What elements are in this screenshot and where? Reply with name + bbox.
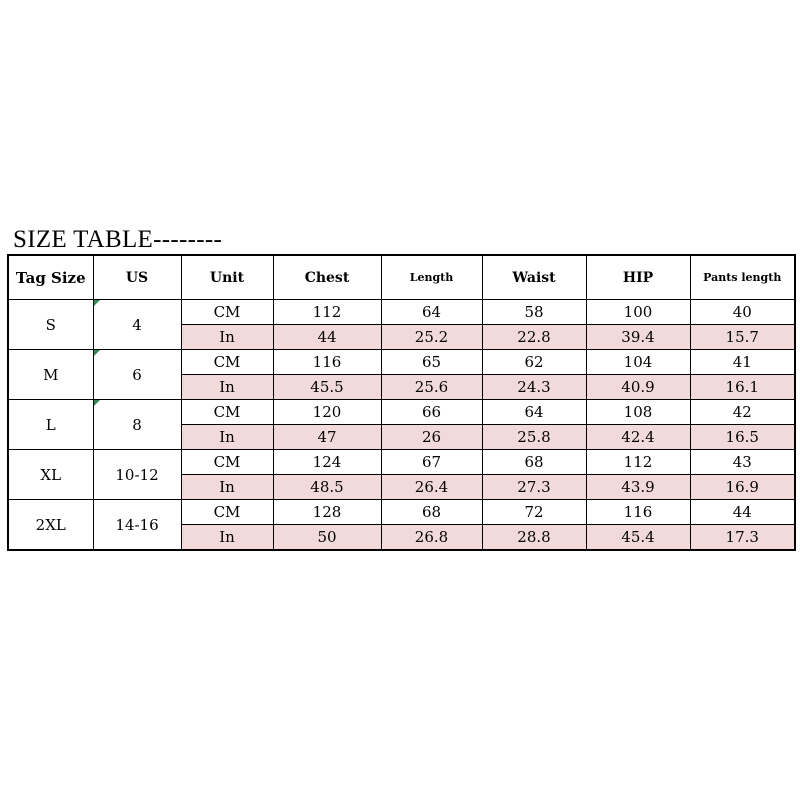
unit-cell: In: [181, 325, 273, 350]
us-size-cell: [93, 300, 181, 350]
waist-value-cell: 72: [482, 500, 586, 525]
length-value-cell: 65: [381, 350, 482, 375]
length-value-cell: 26.8: [381, 525, 482, 551]
corner-marker-icon: [94, 300, 100, 306]
unit-cell: CM: [181, 450, 273, 475]
waist-value-cell: 27.3: [482, 475, 586, 500]
header-tag-size: Tag Size: [8, 255, 93, 300]
us-size-value: 14-16: [115, 515, 159, 534]
unit-cell: In: [181, 525, 273, 551]
chest-value-cell: 124: [273, 450, 381, 475]
pants-value-cell: 43: [690, 450, 795, 475]
length-value-cell: 26.4: [381, 475, 482, 500]
hip-value-cell: 39.4: [586, 325, 690, 350]
header-hip: HIP: [586, 255, 690, 300]
chest-value-cell: 116: [273, 350, 381, 375]
unit-cell: CM: [181, 300, 273, 325]
corner-marker-icon: [94, 350, 100, 356]
unit-cell: CM: [181, 500, 273, 525]
chest-value-cell: 45.5: [273, 375, 381, 400]
chest-value-cell: 44: [273, 325, 381, 350]
pants-value-cell: 16.1: [690, 375, 795, 400]
waist-value-cell: 64: [482, 400, 586, 425]
waist-value-cell: 24.3: [482, 375, 586, 400]
header-chest: Chest: [273, 255, 381, 300]
chest-value-cell: 128: [273, 500, 381, 525]
us-size-cell: [93, 350, 181, 400]
header-row: [8, 255, 795, 300]
hip-value-cell: 45.4: [586, 525, 690, 551]
header-pants-length: Pants length: [690, 255, 795, 300]
pants-value-cell: 16.9: [690, 475, 795, 500]
table-row: [8, 500, 795, 525]
tag-size-cell: M: [8, 350, 93, 400]
length-value-cell: 66: [381, 400, 482, 425]
length-value-cell: 25.2: [381, 325, 482, 350]
chest-value-cell: 50: [273, 525, 381, 551]
waist-value-cell: 28.8: [482, 525, 586, 551]
header-waist: Waist: [482, 255, 586, 300]
hip-value-cell: 112: [586, 450, 690, 475]
length-value-cell: 68: [381, 500, 482, 525]
tag-size-cell: S: [8, 300, 93, 350]
tag-size-cell: L: [8, 400, 93, 450]
chest-value-cell: 47: [273, 425, 381, 450]
us-size-value: 8: [132, 415, 142, 434]
corner-marker-icon: [94, 400, 100, 406]
pants-value-cell: 16.5: [690, 425, 795, 450]
unit-cell: CM: [181, 400, 273, 425]
hip-value-cell: 116: [586, 500, 690, 525]
table-row: [8, 400, 795, 425]
length-value-cell: 26: [381, 425, 482, 450]
header-unit: Unit: [181, 255, 273, 300]
waist-value-cell: 22.8: [482, 325, 586, 350]
hip-value-cell: 42.4: [586, 425, 690, 450]
us-size-value: 4: [132, 315, 142, 334]
size-table: [7, 254, 796, 551]
pants-value-cell: 41: [690, 350, 795, 375]
unit-cell: CM: [181, 350, 273, 375]
us-size-cell: [93, 500, 181, 551]
us-size-value: 6: [132, 365, 142, 384]
length-value-cell: 67: [381, 450, 482, 475]
page-title: SIZE TABLE--------: [13, 226, 223, 253]
waist-value-cell: 62: [482, 350, 586, 375]
length-value-cell: 25.6: [381, 375, 482, 400]
pants-value-cell: 40: [690, 300, 795, 325]
table-row: [8, 450, 795, 475]
pants-value-cell: 15.7: [690, 325, 795, 350]
waist-value-cell: 58: [482, 300, 586, 325]
us-size-cell: [93, 400, 181, 450]
hip-value-cell: 108: [586, 400, 690, 425]
unit-cell: In: [181, 375, 273, 400]
pants-value-cell: 17.3: [690, 525, 795, 551]
hip-value-cell: 43.9: [586, 475, 690, 500]
header-length: Length: [381, 255, 482, 300]
header-us: US: [93, 255, 181, 300]
length-value-cell: 64: [381, 300, 482, 325]
waist-value-cell: 68: [482, 450, 586, 475]
unit-cell: In: [181, 475, 273, 500]
size-table-body: [8, 300, 795, 551]
us-size-value: 10-12: [115, 465, 159, 484]
unit-cell: In: [181, 425, 273, 450]
hip-value-cell: 100: [586, 300, 690, 325]
tag-size-cell: XL: [8, 450, 93, 500]
chest-value-cell: 120: [273, 400, 381, 425]
table-row: [8, 300, 795, 325]
chest-value-cell: 112: [273, 300, 381, 325]
table-row: [8, 350, 795, 375]
hip-value-cell: 104: [586, 350, 690, 375]
pants-value-cell: 42: [690, 400, 795, 425]
us-size-cell: [93, 450, 181, 500]
waist-value-cell: 25.8: [482, 425, 586, 450]
hip-value-cell: 40.9: [586, 375, 690, 400]
chest-value-cell: 48.5: [273, 475, 381, 500]
tag-size-cell: 2XL: [8, 500, 93, 551]
pants-value-cell: 44: [690, 500, 795, 525]
